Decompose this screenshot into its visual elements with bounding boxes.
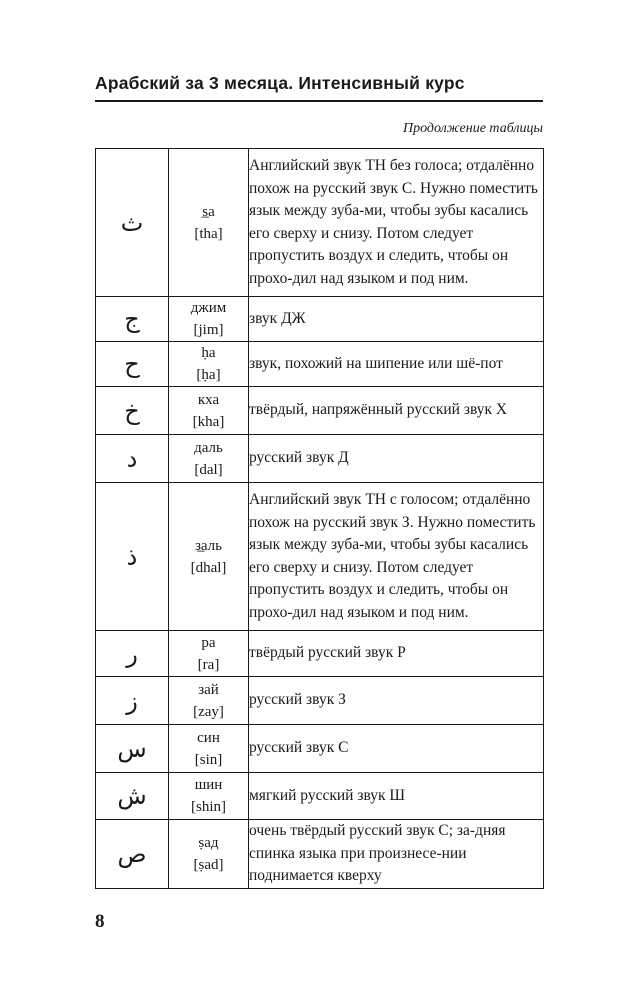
letter-transliteration: [jim] bbox=[193, 322, 224, 338]
letter-name-cell bbox=[169, 297, 249, 342]
table-row bbox=[96, 149, 544, 297]
arabic-letter: ز bbox=[96, 677, 169, 725]
letter-name-cell bbox=[169, 677, 249, 725]
table-row bbox=[96, 631, 544, 677]
letter-name: ḥa bbox=[201, 345, 216, 361]
arabic-letter: ث bbox=[96, 149, 169, 297]
table-row bbox=[96, 297, 544, 342]
letter-name-cell bbox=[169, 342, 249, 387]
pronunciation-description: звук, похожий на шипение или шё-пот bbox=[249, 342, 544, 387]
letter-name-cell bbox=[169, 773, 249, 820]
arabic-letter: ش bbox=[96, 773, 169, 820]
arabic-letter: س bbox=[96, 725, 169, 773]
pronunciation-description: Английский звук TH без голоса; отдалённо похож на русский звук С. Нужно поместить язык между зуба-ми, чтобы зубы касались его сверху и снизу. Потом следует пропустить воздух и следить, чтобы он прохо-дил над языком и под ним. bbox=[249, 149, 544, 297]
letter-name: шин bbox=[194, 777, 223, 793]
table-row bbox=[96, 725, 544, 773]
letter-name-cell bbox=[169, 149, 249, 297]
letter-name-cell bbox=[169, 387, 249, 435]
table-row bbox=[96, 483, 544, 631]
letter-transliteration: [ra] bbox=[197, 656, 220, 673]
letter-name: кха bbox=[197, 391, 220, 408]
arabic-letter: ص bbox=[96, 820, 169, 889]
pronunciation-description: звук ДЖ bbox=[249, 297, 544, 342]
letter-name-cell bbox=[169, 483, 249, 631]
letter-transliteration: [ṣad] bbox=[193, 856, 224, 873]
table-row bbox=[96, 773, 544, 820]
letter-name: зай bbox=[198, 681, 219, 698]
table-row bbox=[96, 387, 544, 435]
table-row bbox=[96, 342, 544, 387]
running-header: Арабский за 3 месяца. Интенсивный курс bbox=[95, 73, 465, 93]
letter-name: джим bbox=[190, 300, 227, 316]
arabic-letter: د bbox=[96, 435, 169, 483]
arabic-letter: خ bbox=[96, 387, 169, 435]
pronunciation-description: очень твёрдый русский звук С; за-дняя спинка языка при произнесе-нии поднимается кверху bbox=[249, 820, 544, 889]
letter-name: s̲a bbox=[202, 203, 215, 220]
arabic-letter: ح bbox=[96, 342, 169, 387]
letter-transliteration: [dhal] bbox=[190, 559, 227, 576]
letter-name-cell bbox=[169, 435, 249, 483]
pronunciation-description: русский звук Д bbox=[249, 435, 544, 483]
pronunciation-description: твёрдый, напряжённый русский звук Х bbox=[249, 387, 544, 435]
pronunciation-description: русский звук З bbox=[249, 677, 544, 725]
pronunciation-description: твёрдый русский звук Р bbox=[249, 631, 544, 677]
letter-transliteration: [ḥa] bbox=[196, 367, 221, 383]
header-rule bbox=[95, 100, 543, 102]
letter-name: ṣад bbox=[198, 834, 219, 851]
arabic-letter: ر bbox=[96, 631, 169, 677]
letter-name-cell bbox=[169, 631, 249, 677]
letter-name: з̲аль bbox=[194, 537, 223, 554]
continuation-note: Продолжение таблицы bbox=[402, 121, 543, 136]
letter-name-cell bbox=[169, 725, 249, 773]
letter-name: ра bbox=[201, 634, 216, 651]
table-row bbox=[96, 435, 544, 483]
table-row bbox=[96, 677, 544, 725]
pronunciation-description: русский звук С bbox=[249, 725, 544, 773]
page-number: 8 bbox=[95, 911, 105, 932]
pronunciation-description: Английский звук TH с голосом; отдалённо похож на русский звук З. Нужно поместить язык между зуба-ми, чтобы зубы касались его сверху и снизу. Потом следует пропустить воздух и следить, чтобы он прохо-дил над языком и под ним. bbox=[249, 483, 544, 631]
letter-transliteration: [dal] bbox=[194, 461, 223, 478]
table-row bbox=[96, 820, 544, 889]
pronunciation-description: мягкий русский звук Ш bbox=[249, 773, 544, 820]
letter-transliteration: [shin] bbox=[191, 799, 226, 815]
arabic-alphabet-table bbox=[95, 148, 544, 889]
letter-name-cell bbox=[169, 820, 249, 889]
letter-name: син bbox=[197, 729, 220, 746]
letter-transliteration: [sin] bbox=[194, 751, 223, 768]
arabic-letter: ج bbox=[96, 297, 169, 342]
letter-transliteration: [tha] bbox=[194, 225, 223, 242]
letter-transliteration: [kha] bbox=[192, 413, 225, 430]
arabic-letter: ذ bbox=[96, 483, 169, 631]
letter-transliteration: [zay] bbox=[193, 703, 224, 720]
letter-name: даль bbox=[194, 439, 223, 456]
